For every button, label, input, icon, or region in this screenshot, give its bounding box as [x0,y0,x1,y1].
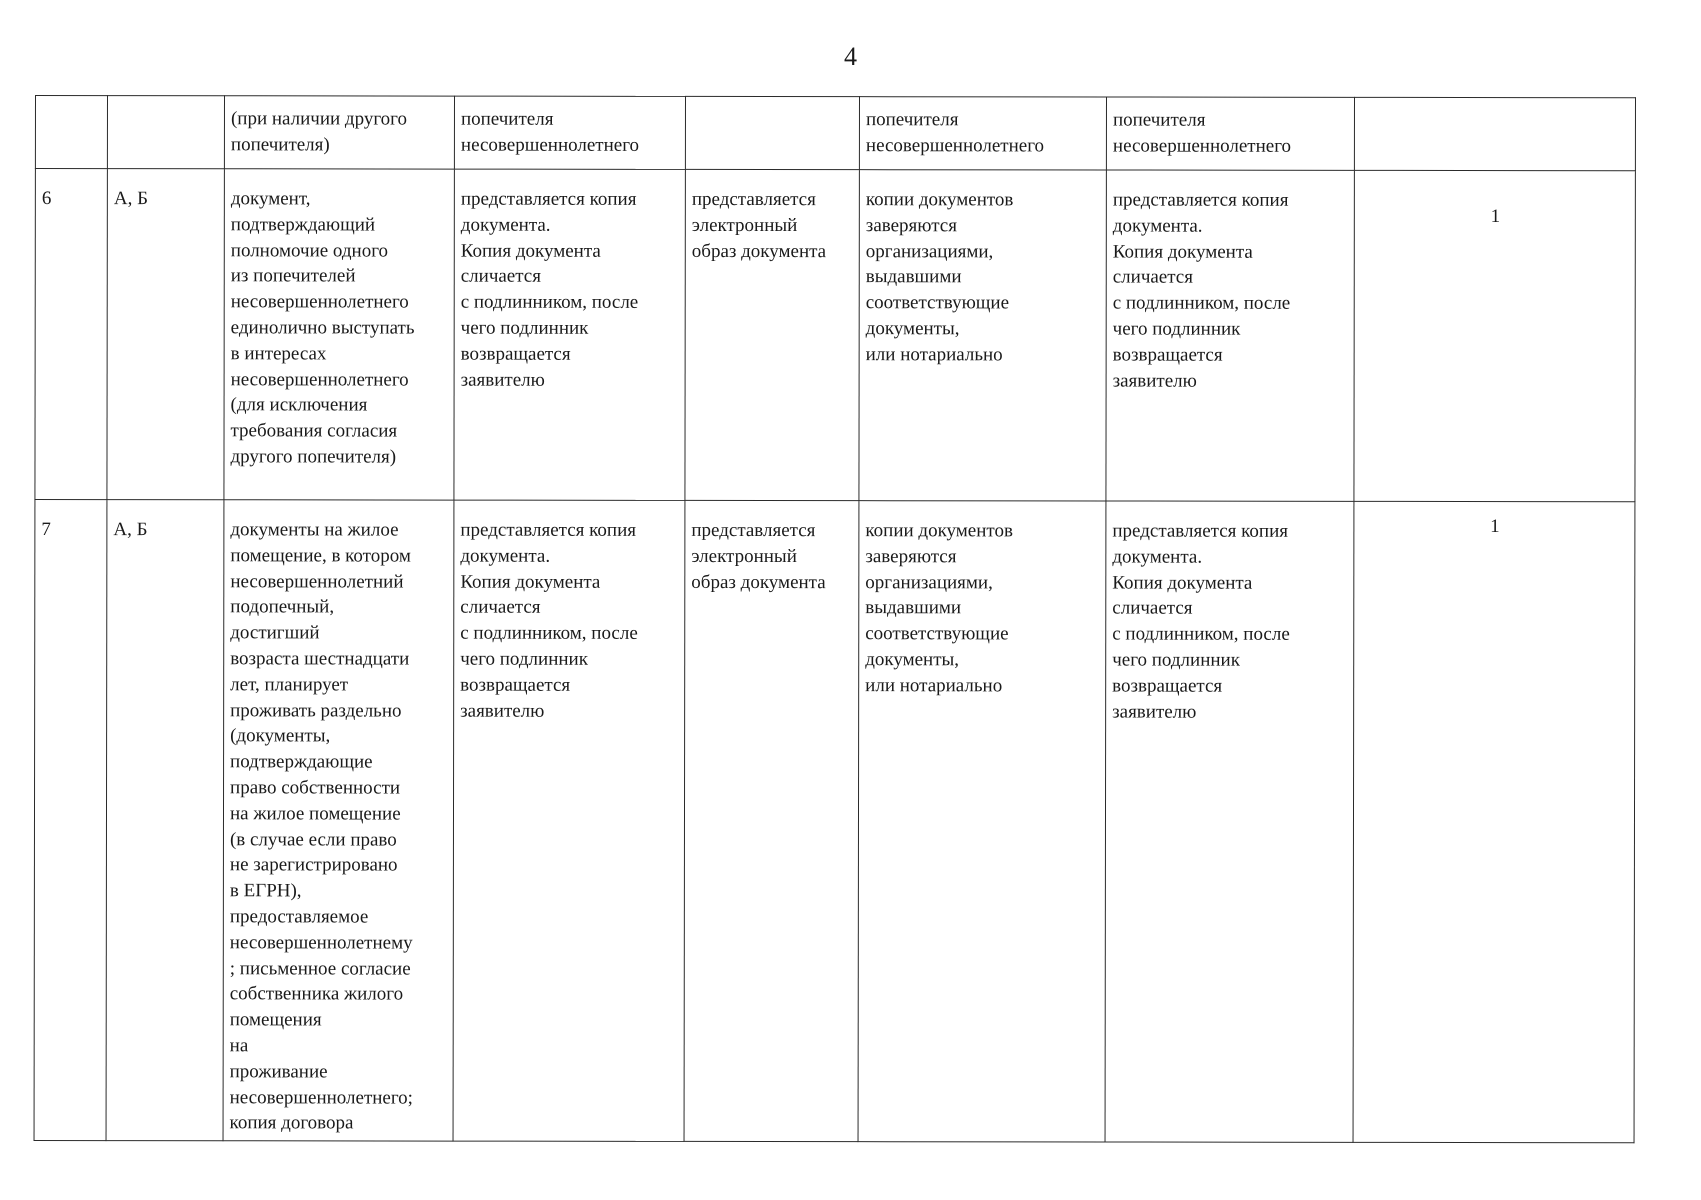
cell-via-mfc: попечителя несовершеннолетнего [1106,97,1354,170]
row-in-person: представляется копия документа. Копия документа сличается с подлинником, после чего подлинник возвращается заявителю [453,500,685,1141]
requirements-table [34,95,1636,1143]
row-electronic: представляется электронный образ документа [685,169,859,500]
row-by-mail: копии документов заверяются организациями, выдавшими соответствующие документы, или нотариально [858,501,1106,1142]
cell-number [35,96,107,169]
row-quantity: 1 [1354,170,1635,501]
row-via-mfc: представляется копия документа. Копия документа сличается с подлинником, после чего подлинник возвращается заявителю [1106,170,1354,501]
row-document: документы на жилое помещение, в котором несовершеннолетний подопечный, достигший возраста шестнадцати лет, планирует проживать раздельно (документы, подтверждающие право собственности на жилое помещение (в случае если право не зарегистрировано в ЕГРН), предоставляемое несовершеннолетнему ; письменное согласие собственника жилого помещения на проживание несовершеннолетнего; копия договора [223,500,454,1141]
cell-quantity [1354,97,1635,170]
table-row [35,169,1635,502]
cell-category [107,96,224,169]
row-category: А, Б [106,500,224,1141]
row-electronic: представляется электронный образ документа [684,500,859,1141]
continuation-row [35,96,1635,171]
row-by-mail: копии документов заверяются организациями, выдавшими соответствующие документы, или нотариально [859,170,1106,501]
row-in-person: представляется копия документа. Копия документа сличается с подлинником, после чего подлинник возвращается заявителю [454,169,685,500]
row-document: документ, подтверждающий полномочие одного из попечителей несовершеннолетнего единолично выступать в интересах несовершеннолетнего (для исключения требования согласия другого попечителя) [224,169,454,500]
row-number: 7 [34,500,107,1141]
cell-by-mail: попечителя несовершеннолетнего [859,97,1106,170]
row-via-mfc: представляется копия документа. Копия документа сличается с подлинником, после чего подлинник возвращается заявителю [1105,501,1354,1142]
cell-electronic [685,96,859,169]
cell-document: (при наличии другого попечителя) [224,96,454,169]
table-row [34,500,1635,1143]
cell-in-person: попечителя несовершеннолетнего [454,96,685,169]
row-category: А, Б [107,169,224,500]
row-quantity: 1 [1353,501,1635,1143]
page-number: 4 [844,42,857,71]
row-number: 6 [35,169,107,500]
